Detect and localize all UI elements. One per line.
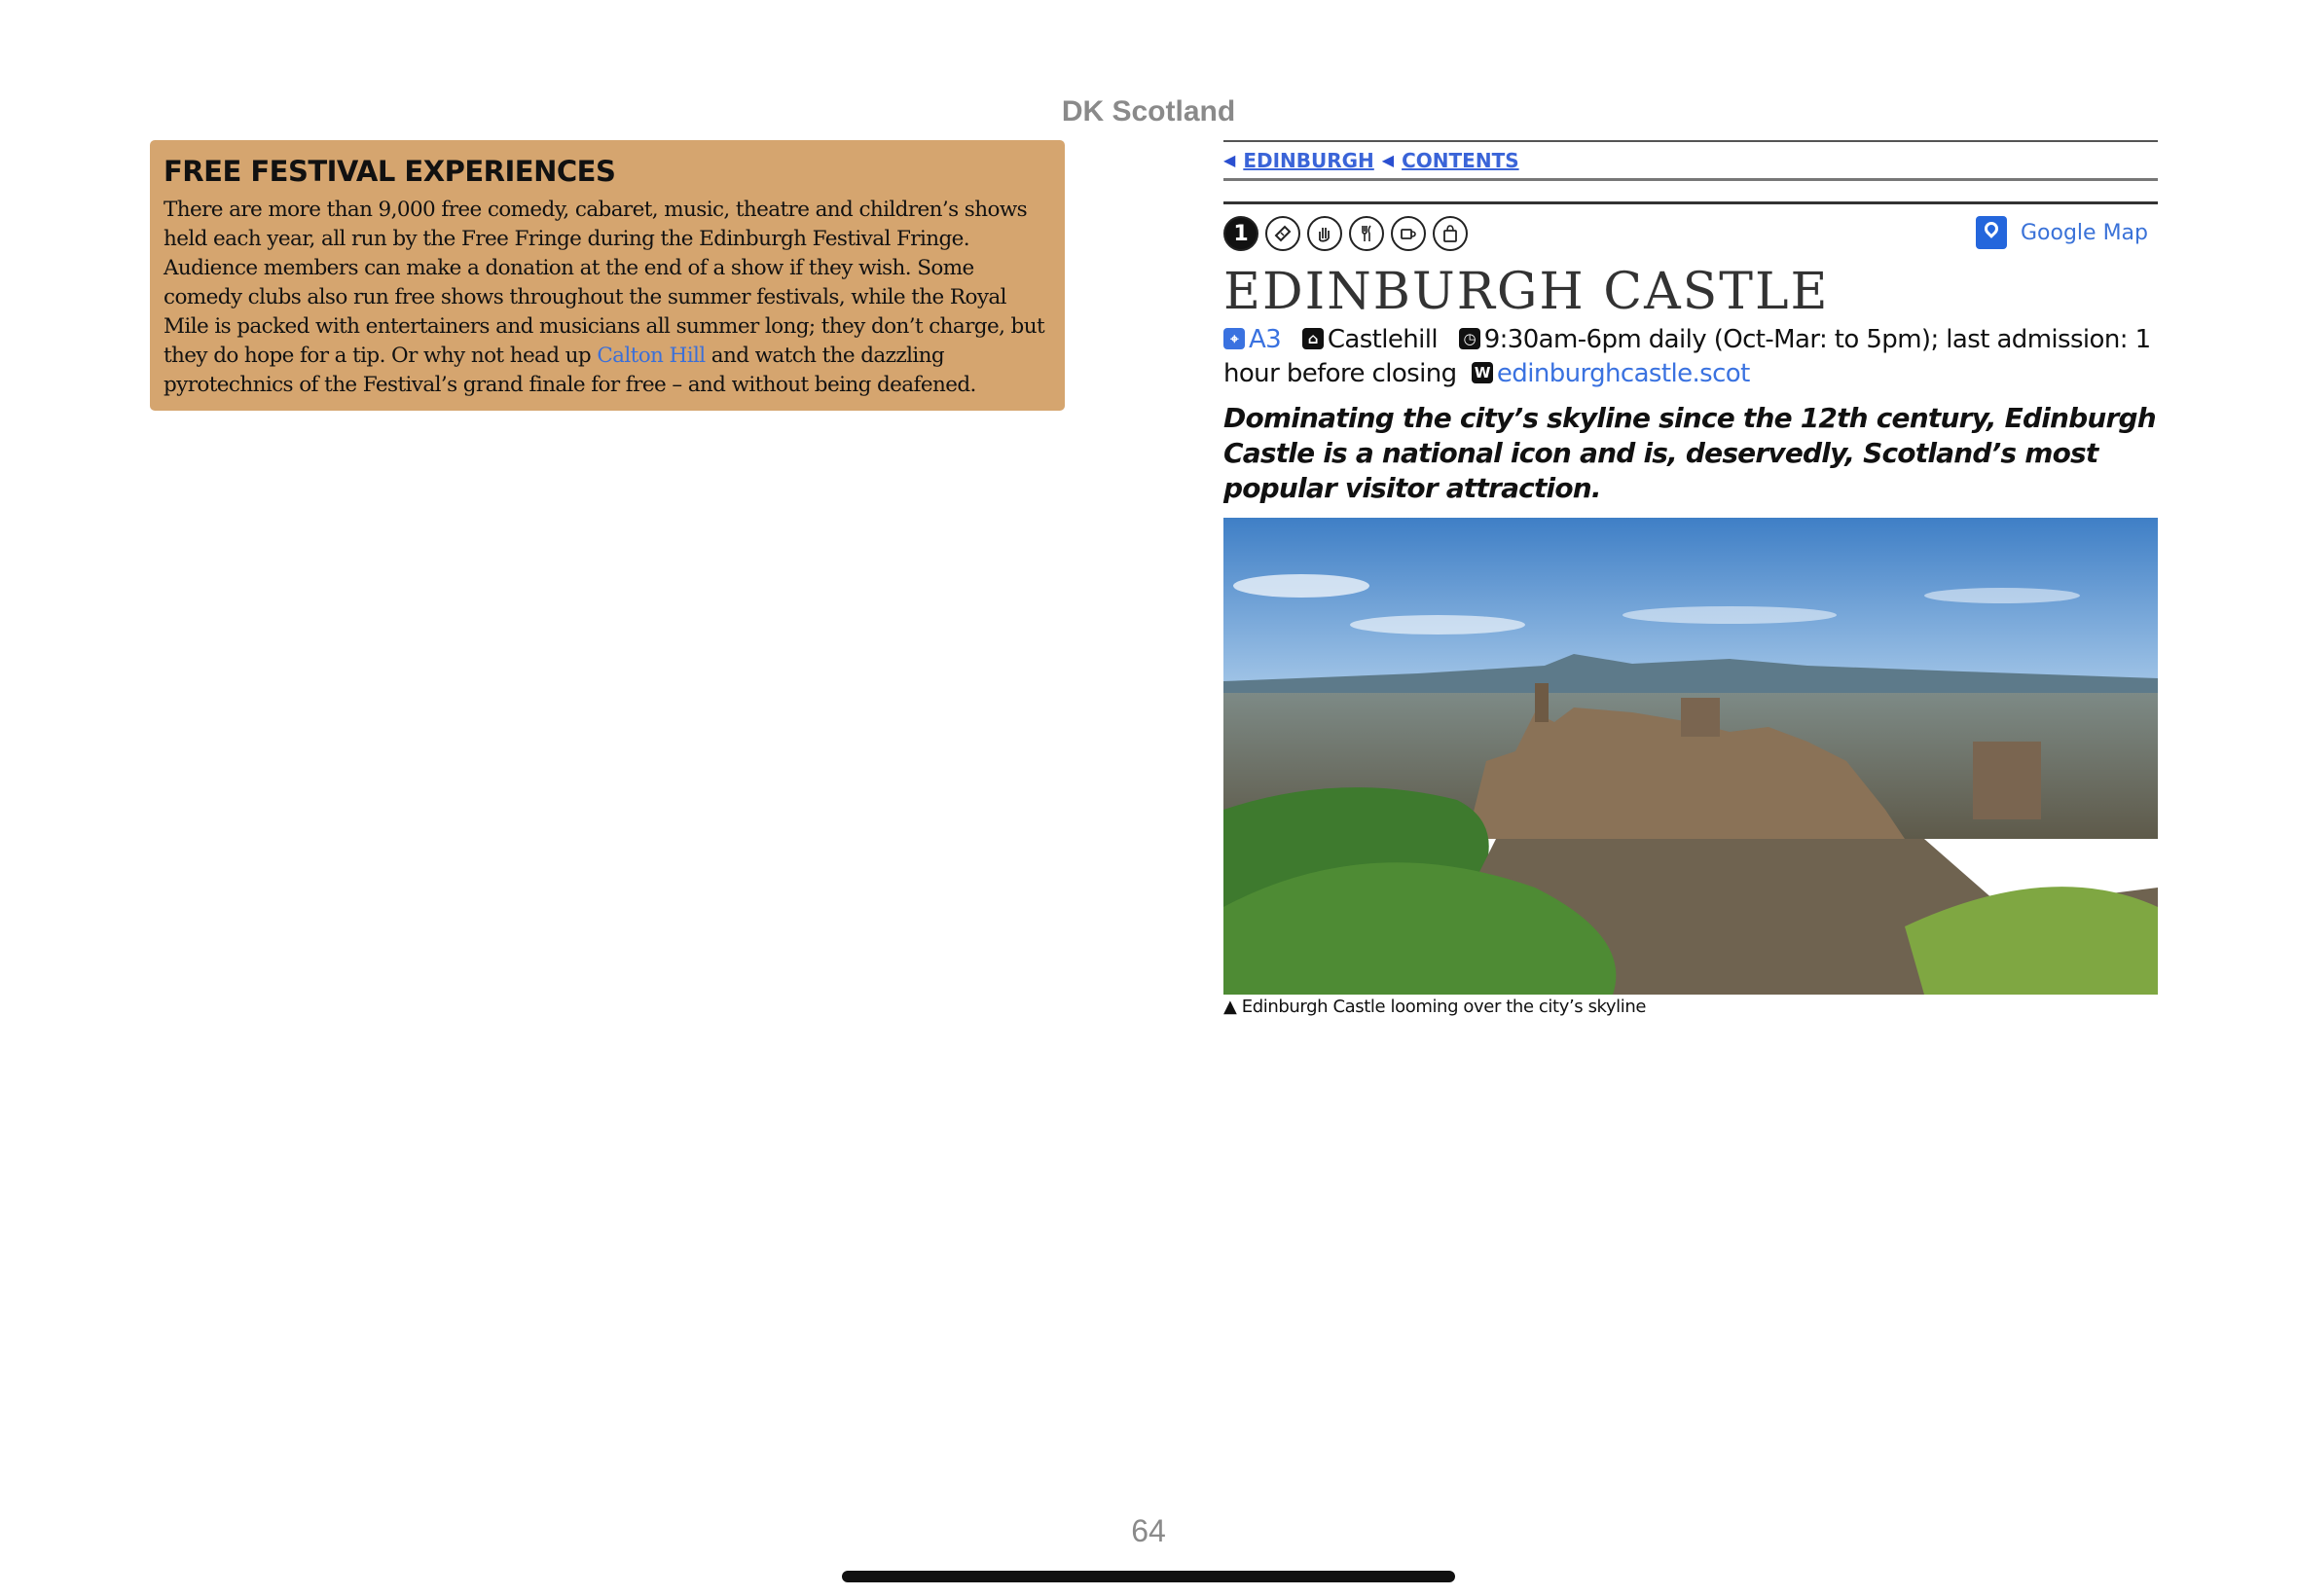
calton-hill-link[interactable]: Calton Hill — [597, 344, 706, 369]
back-arrow-icon: ◀ — [1381, 151, 1395, 169]
attraction-lead: Dominating the city’s skyline since the 12th century, Edinburgh Castle is a national icon and is, deservedly, Scotland’s most popular visitor attraction. — [1223, 402, 2156, 504]
breadcrumb-nav — [1223, 140, 2158, 181]
book-title: DK Scotland — [1061, 95, 1236, 127]
opening-hours: 9:30am-6pm daily (Oct-Mar: to 5pm); last admission: 1 hour before closing — [1223, 325, 2151, 388]
contents-link[interactable]: CONTENTS — [1402, 148, 1519, 172]
clock-icon: ◷ — [1459, 328, 1480, 349]
page-number: 64 — [1131, 1513, 1166, 1548]
google-map-button[interactable] — [1976, 216, 2148, 249]
hand-icon — [1307, 216, 1342, 251]
website-link[interactable]: edinburghcastle.scot — [1496, 359, 1750, 388]
ticket-icon — [1265, 216, 1300, 251]
attraction-title: EDINBURGH CASTLE — [1223, 263, 1830, 321]
map-ref-link[interactable]: A3 — [1249, 325, 1282, 354]
map-ref-icon: ⌖ — [1223, 328, 1245, 349]
festival-info-box — [150, 140, 1065, 411]
google-map-label: Google Map — [2021, 220, 2149, 245]
back-arrow-icon: ◀ — [1223, 151, 1236, 169]
cutlery-icon — [1349, 216, 1384, 251]
map-pin-icon — [1976, 216, 2007, 249]
caption-text: Edinburgh Castle looming over the city’s skyline — [1241, 997, 1647, 1017]
festival-body-text-2: and watch the dazzling pyrotechnics of the Festival’s grand finale for free – and without being deafened. — [164, 344, 976, 398]
address-text: Castlehill — [1327, 325, 1439, 354]
caption-marker-icon: ▲ — [1223, 997, 1237, 1017]
photo-caption — [1223, 997, 1646, 1017]
festival-heading: FREE FESTIVAL EXPERIENCES — [164, 155, 616, 188]
category-icons — [1223, 216, 1468, 251]
website-icon: W — [1472, 362, 1493, 383]
number-badge: 1 — [1223, 216, 1258, 251]
edinburgh-link[interactable]: EDINBURGH — [1243, 148, 1374, 172]
attraction-info — [1223, 323, 2158, 391]
shopping-bag-icon — [1433, 216, 1468, 251]
festival-body — [164, 196, 1051, 400]
section-divider — [1223, 201, 2158, 204]
address-icon: ⌂ — [1302, 328, 1324, 349]
cafe-icon — [1391, 216, 1426, 251]
castle-photo — [1223, 518, 2158, 995]
festival-body-text-1: There are more than 9,000 free comedy, cabaret, music, theatre and children’s shows held each year, all run by the Free Fringe during the Edinburgh Festival Fringe. Audience members can make a donation at the end of a show if they wish. Some comedy clubs also run free shows throughout the summer festivals, while the Royal Mile is packed with entertainers and musicians all summer long; they don’t charge, but they do hope for a tip. Or why not head up — [164, 198, 1045, 369]
home-indicator[interactable] — [842, 1571, 1455, 1582]
